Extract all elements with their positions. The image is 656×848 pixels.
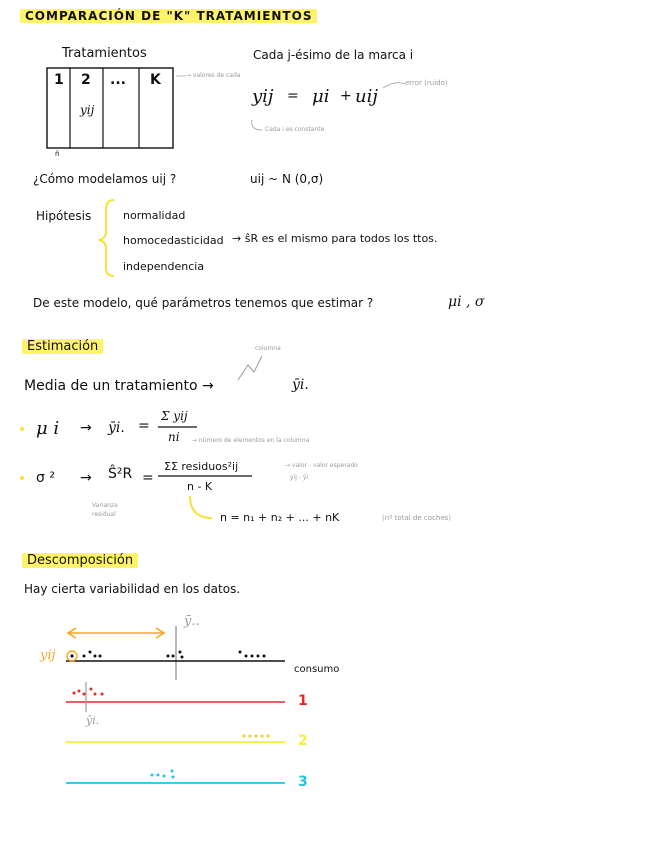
- model-mu: μi: [312, 86, 330, 107]
- line-2-label: 2: [298, 733, 308, 749]
- sigma-eq: =: [142, 470, 154, 486]
- mu-denominator: ni: [168, 430, 180, 444]
- grand-mean-label: ȳ..: [184, 614, 200, 629]
- decomposition-title: Descomposición: [22, 553, 138, 568]
- sigma-arrow: →: [80, 470, 92, 486]
- model-label: Cada j-ésimo de la marca i: [253, 48, 414, 62]
- table-col-1: 1: [54, 72, 64, 88]
- hypotheses-label: Hipótesis: [36, 209, 92, 223]
- sigma-denominator: n - K: [187, 480, 213, 493]
- table-col-k: K: [150, 72, 161, 88]
- page-title: COMPARACIÓN DE "K" TRATAMIENTOS: [20, 9, 317, 23]
- params-question: De este modelo, qué parámetros tenemos que estimar ?: [33, 296, 374, 310]
- sigma-numerator: ΣΣ residuos²ij: [164, 460, 239, 473]
- n-sum: n = n₁ + n₂ + ... + nK: [220, 511, 340, 524]
- params-answer: μi , σ: [448, 294, 485, 310]
- varianza-note: Varianza residual: [92, 502, 118, 518]
- line-3-label: 3: [298, 774, 308, 790]
- table-title: Tratamientos: [62, 46, 147, 61]
- table-arrow-note: → valores de cada: [186, 72, 241, 79]
- mu-note: → número de elementos en la columna: [192, 437, 310, 444]
- mu-eq: =: [138, 418, 150, 434]
- error-note: error (ruido): [405, 79, 448, 87]
- model-u: uij: [355, 86, 378, 107]
- hypothesis-normality: normalidad: [123, 209, 186, 222]
- model-eq: =: [287, 88, 299, 104]
- hypothesis-independence: independencia: [123, 260, 205, 273]
- yij-label: yij: [40, 648, 56, 663]
- table-below-label: ñ: [55, 150, 60, 158]
- model-plus: +: [340, 88, 352, 104]
- media-symbol: ȳi.: [292, 377, 309, 393]
- decomposition-text: Hay cierta variabilidad en los datos.: [24, 582, 241, 596]
- media-label: Media de un tratamiento →: [24, 378, 214, 394]
- hypothesis-homoscedasticity: homocedasticidad: [123, 234, 224, 247]
- homo-note: → ŝR es el mismo para todos los ttos.: [232, 232, 438, 245]
- mu-numerator: Σ yij: [161, 409, 188, 423]
- mu-arrow: →: [80, 420, 92, 436]
- line-1-label: 1: [298, 693, 308, 709]
- modeling-question: ¿Cómo modelamos uij ?: [33, 172, 177, 186]
- n-note: (nº total de coches): [382, 514, 451, 522]
- group-mean-label: ȳi.: [86, 714, 100, 727]
- sigma-note-2: yij - ȳi: [290, 474, 309, 481]
- table-col-2: 2: [81, 72, 91, 88]
- sigma-note-1: → valor - valor esperado: [285, 462, 358, 469]
- estimation-title: Estimación: [22, 339, 103, 354]
- sigma-lhs: σ ²: [36, 470, 55, 486]
- model-lhs: yij: [252, 86, 274, 107]
- table-col-3: ...: [110, 72, 126, 88]
- column-note: columna: [255, 345, 281, 352]
- modeling-distribution: uij ~ N (0,σ): [250, 172, 324, 186]
- mu-lhs: μ i: [36, 418, 60, 439]
- constant-note: Cada i es constante: [265, 126, 325, 133]
- sigma-s: Ŝ²R: [108, 466, 133, 482]
- consumo-label: consumo: [294, 664, 340, 675]
- mu-ybar: ȳi.: [108, 420, 125, 436]
- table-cell-yij: yij: [80, 103, 95, 117]
